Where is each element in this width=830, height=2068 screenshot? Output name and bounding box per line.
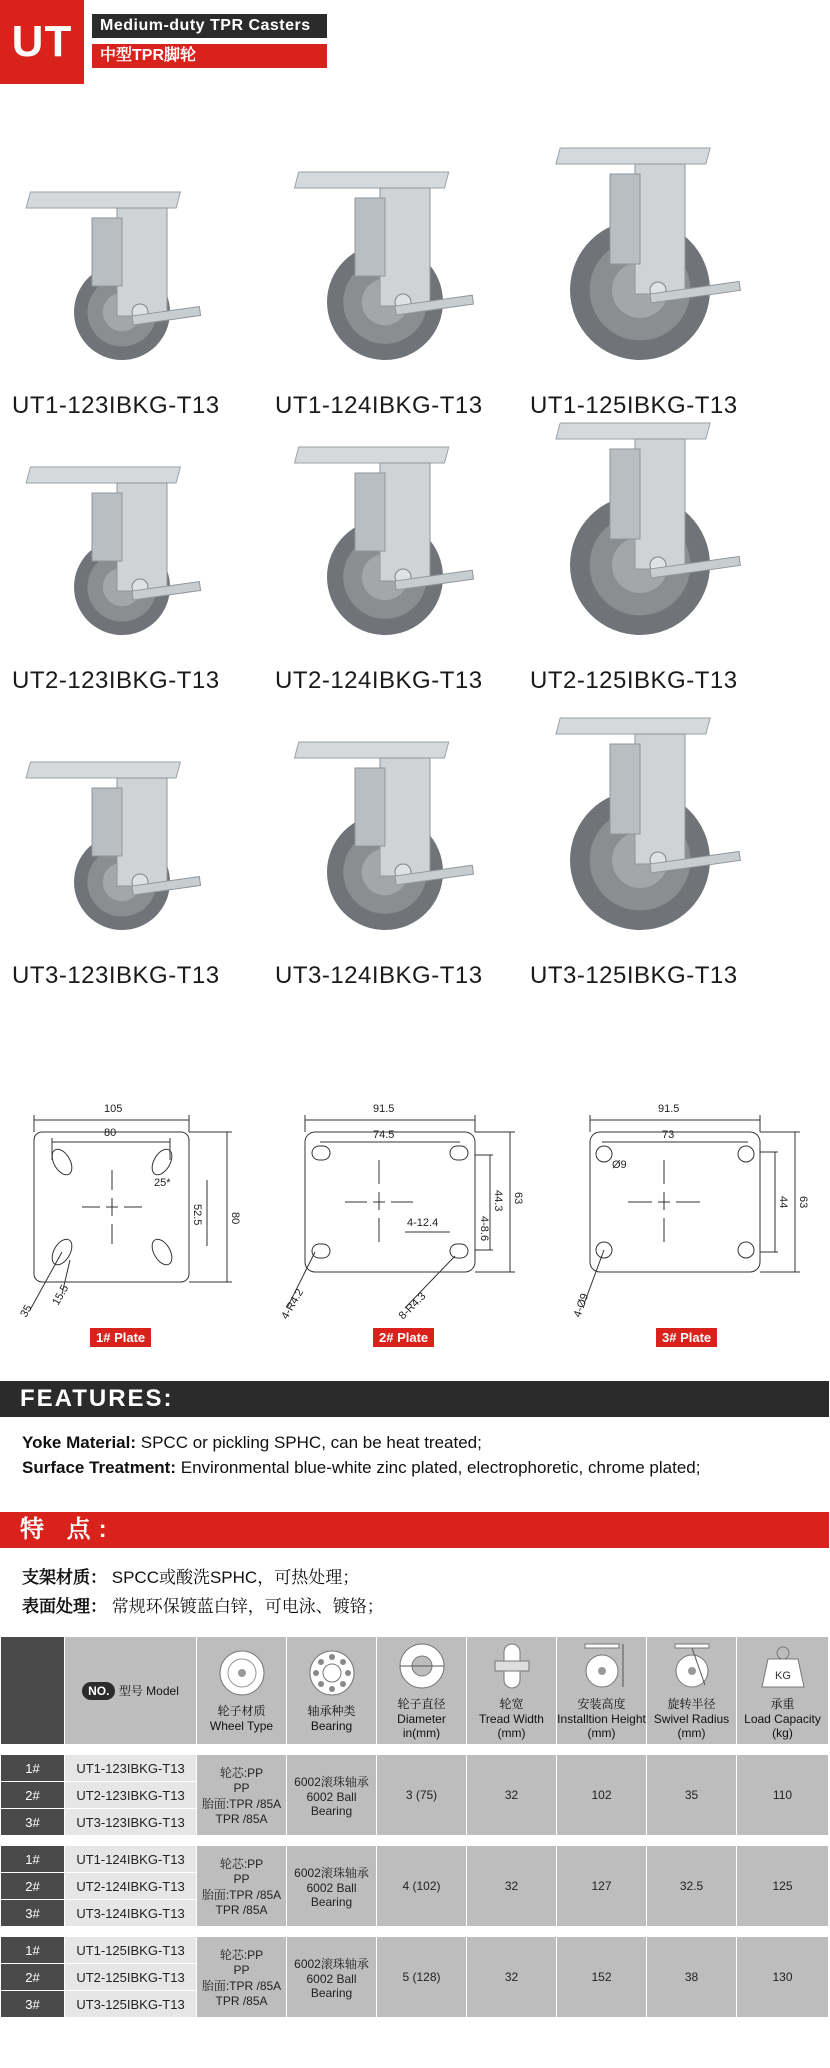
- row-model: UT1-125IBKG-T13: [65, 1937, 197, 1964]
- caster-product: [12, 405, 272, 695]
- plate-2-width: 91.5: [373, 1103, 395, 1115]
- bearing-line: 6002 Ball Bearing: [306, 1971, 357, 2000]
- caster-product: [275, 700, 535, 990]
- feature-yoke-cn-label: 支架材质：: [22, 1568, 107, 1587]
- feature-surface-en: [22, 1458, 700, 1478]
- bearing-line: 6002 Ball Bearing: [306, 1880, 357, 1909]
- caster-product: [530, 700, 790, 990]
- row-model: UT3-124IBKG-T13: [65, 1900, 197, 1927]
- header-swivel-cn: 旋转半径: [667, 1697, 716, 1711]
- table-row: [1, 1846, 829, 1873]
- plate-1-tag: 1# Plate: [90, 1328, 151, 1347]
- header-height: [557, 1637, 647, 1745]
- plate-1-slot: 15.5: [50, 1282, 72, 1308]
- plate-2-r1: 4-8.6: [478, 1216, 490, 1242]
- caster-product: [530, 405, 790, 695]
- diameter-icon: [397, 1641, 447, 1691]
- weight-icon-label: KG: [774, 1670, 791, 1682]
- cell-load: 110: [737, 1755, 829, 1836]
- caster-product: [275, 130, 535, 420]
- row-number: 2#: [1, 1964, 65, 1991]
- cell-tread: 32: [467, 1846, 557, 1927]
- header-tread-unit: (mm): [497, 1726, 526, 1740]
- header-load: [737, 1637, 829, 1745]
- caster-product: [12, 130, 272, 420]
- caster-product: [12, 700, 272, 990]
- feature-surface-cn-label: 表面处理：: [22, 1597, 107, 1616]
- cell-diameter: 4 (102): [377, 1846, 467, 1927]
- feature-yoke-cn: [22, 1563, 359, 1588]
- cell-load: 125: [737, 1846, 829, 1927]
- header-load-unit: (kg): [772, 1726, 793, 1740]
- plate-3-drawing: [570, 1080, 830, 1330]
- wheel-type-line: 轮芯:PP: [219, 1766, 264, 1780]
- spec-table: [0, 1636, 829, 2018]
- header-bearing-en: Bearing: [310, 1719, 353, 1733]
- cell-swivel: 38: [647, 1937, 737, 2018]
- plate-2-r2: 4-R4.2: [279, 1286, 307, 1322]
- caster-model-label: UT2-124IBKG-T13: [275, 667, 483, 694]
- header-swivel-en: Swivel Radius: [653, 1712, 730, 1726]
- row-number: 1#: [1, 1846, 65, 1873]
- plate-3-span: 73: [662, 1129, 675, 1141]
- row-model: UT1-123IBKG-T13: [65, 1755, 197, 1782]
- cell-swivel: 32.5: [647, 1846, 737, 1927]
- header-swivel: [647, 1637, 737, 1745]
- weight-icon: [758, 1641, 808, 1691]
- feature-surface-cn: [22, 1592, 384, 1617]
- header-bearing-cn: 轴承种类: [307, 1704, 356, 1718]
- title-en: Medium-duty TPR Casters: [92, 14, 327, 38]
- wheel-icon: [217, 1648, 267, 1698]
- group-gap: [1, 1927, 829, 1937]
- row-model: UT3-125IBKG-T13: [65, 1991, 197, 2018]
- wheel-type-line: PP: [233, 1781, 250, 1795]
- cell-bearing: [287, 1937, 377, 2018]
- row-model: UT2-124IBKG-T13: [65, 1873, 197, 1900]
- plate-3-inner: 44: [777, 1196, 789, 1209]
- row-model: UT2-123IBKG-T13: [65, 1782, 197, 1809]
- bearing-line: 6002滚珠轴承: [294, 1865, 369, 1880]
- header-wheel: [197, 1637, 287, 1745]
- wheel-type-line: 胎面:TPR /85A: [201, 1797, 282, 1811]
- plate-2-height: 63: [512, 1192, 524, 1205]
- plate-1-drawing: [18, 1080, 282, 1330]
- table-row: [1, 1755, 829, 1782]
- wheel-type-line: TPR /85A: [215, 1903, 268, 1917]
- caster-model-label: UT3-123IBKG-T13: [12, 962, 220, 989]
- plate-1-span: 80: [104, 1127, 117, 1139]
- bearing-line: 6002滚珠轴承: [294, 1774, 369, 1789]
- cell-height: 152: [557, 1937, 647, 2018]
- table-row: [1, 1937, 829, 1964]
- bearing-line: 6002滚珠轴承: [294, 1956, 369, 1971]
- header-height-unit: (mm): [587, 1726, 616, 1740]
- wheel-type-line: TPR /85A: [215, 1994, 268, 2008]
- bearing-icon: [307, 1648, 357, 1698]
- height-icon: [577, 1641, 627, 1691]
- caster-model-label: UT3-125IBKG-T13: [530, 962, 738, 989]
- plate-1-height: 80: [229, 1212, 241, 1225]
- header-diameter-en: Diameter: [397, 1712, 446, 1726]
- header-diameter-cn: 轮子直径: [397, 1697, 446, 1711]
- header-no-badge: NO.: [82, 1682, 115, 1700]
- header-tread: [467, 1637, 557, 1745]
- cell-tread: 32: [467, 1755, 557, 1836]
- row-number: 1#: [1, 1937, 65, 1964]
- feature-yoke-en: [22, 1433, 482, 1453]
- plate-2-slot: 4-12.4: [407, 1217, 439, 1229]
- feature-surface-text: Environmental blue-white zinc plated, electrophoretic, chrome plated;: [180, 1458, 701, 1477]
- group-gap: [1, 1836, 829, 1846]
- plate-3-tag: 3# Plate: [656, 1328, 717, 1347]
- plate-2-r3: 8-R4.3: [396, 1290, 429, 1323]
- features-cn-heading: 特 点:: [0, 1512, 829, 1548]
- feature-surface-label: Surface Treatment:: [22, 1458, 176, 1477]
- feature-yoke-label: Yoke Material:: [22, 1433, 137, 1452]
- header-swivel-unit: (mm): [677, 1726, 706, 1740]
- wheel-type-line: 胎面:TPR /85A: [201, 1888, 282, 1902]
- header-height-cn: 安装高度: [577, 1697, 626, 1711]
- brand-logo: UT: [0, 0, 84, 84]
- row-model: UT2-125IBKG-T13: [65, 1964, 197, 1991]
- feature-yoke-cn-text: SPCC或酸洗SPHC，可热处理；: [111, 1568, 360, 1587]
- plate-2-drawing: [279, 1080, 545, 1330]
- features-heading: FEATURES:: [0, 1381, 829, 1417]
- caster-product: [530, 130, 790, 420]
- wheel-type-line: 轮芯:PP: [219, 1857, 264, 1871]
- row-model: UT3-123IBKG-T13: [65, 1809, 197, 1836]
- cell-wheel-type: [197, 1937, 287, 2018]
- row-model: UT1-124IBKG-T13: [65, 1846, 197, 1873]
- header-wheel-en: Wheel Type: [209, 1719, 274, 1733]
- wheel-type-line: PP: [233, 1963, 250, 1977]
- plate-1-slot2: 25*: [154, 1177, 171, 1189]
- cell-wheel-type: [197, 1846, 287, 1927]
- plate-3-height: 63: [797, 1196, 809, 1209]
- tread-icon: [487, 1641, 537, 1691]
- caster-model-label: UT2-125IBKG-T13: [530, 667, 738, 694]
- cell-height: 102: [557, 1755, 647, 1836]
- plate-2-span: 74.5: [373, 1129, 395, 1141]
- wheel-type-line: TPR /85A: [215, 1812, 268, 1826]
- feature-yoke-text: SPCC or pickling SPHC, can be heat treated;: [140, 1433, 482, 1452]
- cell-bearing: [287, 1755, 377, 1836]
- plate-3-holes: 4-Ø9: [571, 1291, 592, 1320]
- group-gap: [1, 1745, 829, 1755]
- plate-3-width: 91.5: [658, 1103, 680, 1115]
- header-diameter: [377, 1637, 467, 1745]
- row-number: 3#: [1, 1900, 65, 1927]
- plate-1-inner: 52.5: [191, 1204, 203, 1226]
- caster-model-label: UT2-123IBKG-T13: [12, 667, 220, 694]
- cell-wheel-type: [197, 1755, 287, 1836]
- wheel-type-line: 轮芯:PP: [219, 1948, 264, 1962]
- row-number: 1#: [1, 1755, 65, 1782]
- header-model-cn: 型号: [118, 1683, 143, 1698]
- caster-model-label: UT3-124IBKG-T13: [275, 962, 483, 989]
- cell-tread: 32: [467, 1937, 557, 2018]
- header-diameter-unit: in(mm): [402, 1726, 441, 1740]
- cell-diameter: 5 (128): [377, 1937, 467, 2018]
- bearing-line: 6002 Ball Bearing: [306, 1789, 357, 1818]
- cell-bearing: [287, 1846, 377, 1927]
- cell-diameter: 3 (75): [377, 1755, 467, 1836]
- row-number: 2#: [1, 1873, 65, 1900]
- caster-model-label: UT1-125IBKG-T13: [530, 392, 738, 419]
- plate-1-width: 105: [104, 1103, 123, 1115]
- header-bearing: [287, 1637, 377, 1745]
- wheel-type-line: 胎面:TPR /85A: [201, 1979, 282, 1993]
- caster-product: [275, 405, 535, 695]
- row-number: 2#: [1, 1782, 65, 1809]
- header-tread-en: Tread Width: [479, 1712, 544, 1726]
- header-wheel-cn: 轮子材质: [217, 1704, 266, 1718]
- header-tread-cn: 轮宽: [499, 1697, 524, 1711]
- header-blank: [1, 1637, 65, 1745]
- plate-2-tag: 2# Plate: [373, 1328, 434, 1347]
- header-load-cn: 承重: [770, 1697, 795, 1711]
- feature-surface-cn-text: 常规环保镀蓝白锌，可电泳、镀铬；: [111, 1597, 384, 1616]
- plate-1-hole: 35: [18, 1302, 35, 1320]
- cell-swivel: 35: [647, 1755, 737, 1836]
- plate-2-inner: 44.3: [492, 1190, 504, 1212]
- cell-load: 130: [737, 1937, 829, 2018]
- row-number: 3#: [1, 1991, 65, 2018]
- caster-model-label: UT1-124IBKG-T13: [275, 392, 483, 419]
- swivel-icon: [667, 1641, 717, 1691]
- header-model-en: Model: [146, 1683, 179, 1698]
- header-model: [65, 1637, 197, 1745]
- header-height-en: Installtion Height: [557, 1712, 646, 1726]
- wheel-type-line: PP: [233, 1872, 250, 1886]
- caster-model-label: UT1-123IBKG-T13: [12, 392, 220, 419]
- plate-3-hole: Ø9: [612, 1159, 627, 1171]
- cell-height: 127: [557, 1846, 647, 1927]
- header-load-en: Load Capacity: [744, 1712, 821, 1726]
- title-cn: 中型TPR脚轮: [92, 44, 327, 68]
- row-number: 3#: [1, 1809, 65, 1836]
